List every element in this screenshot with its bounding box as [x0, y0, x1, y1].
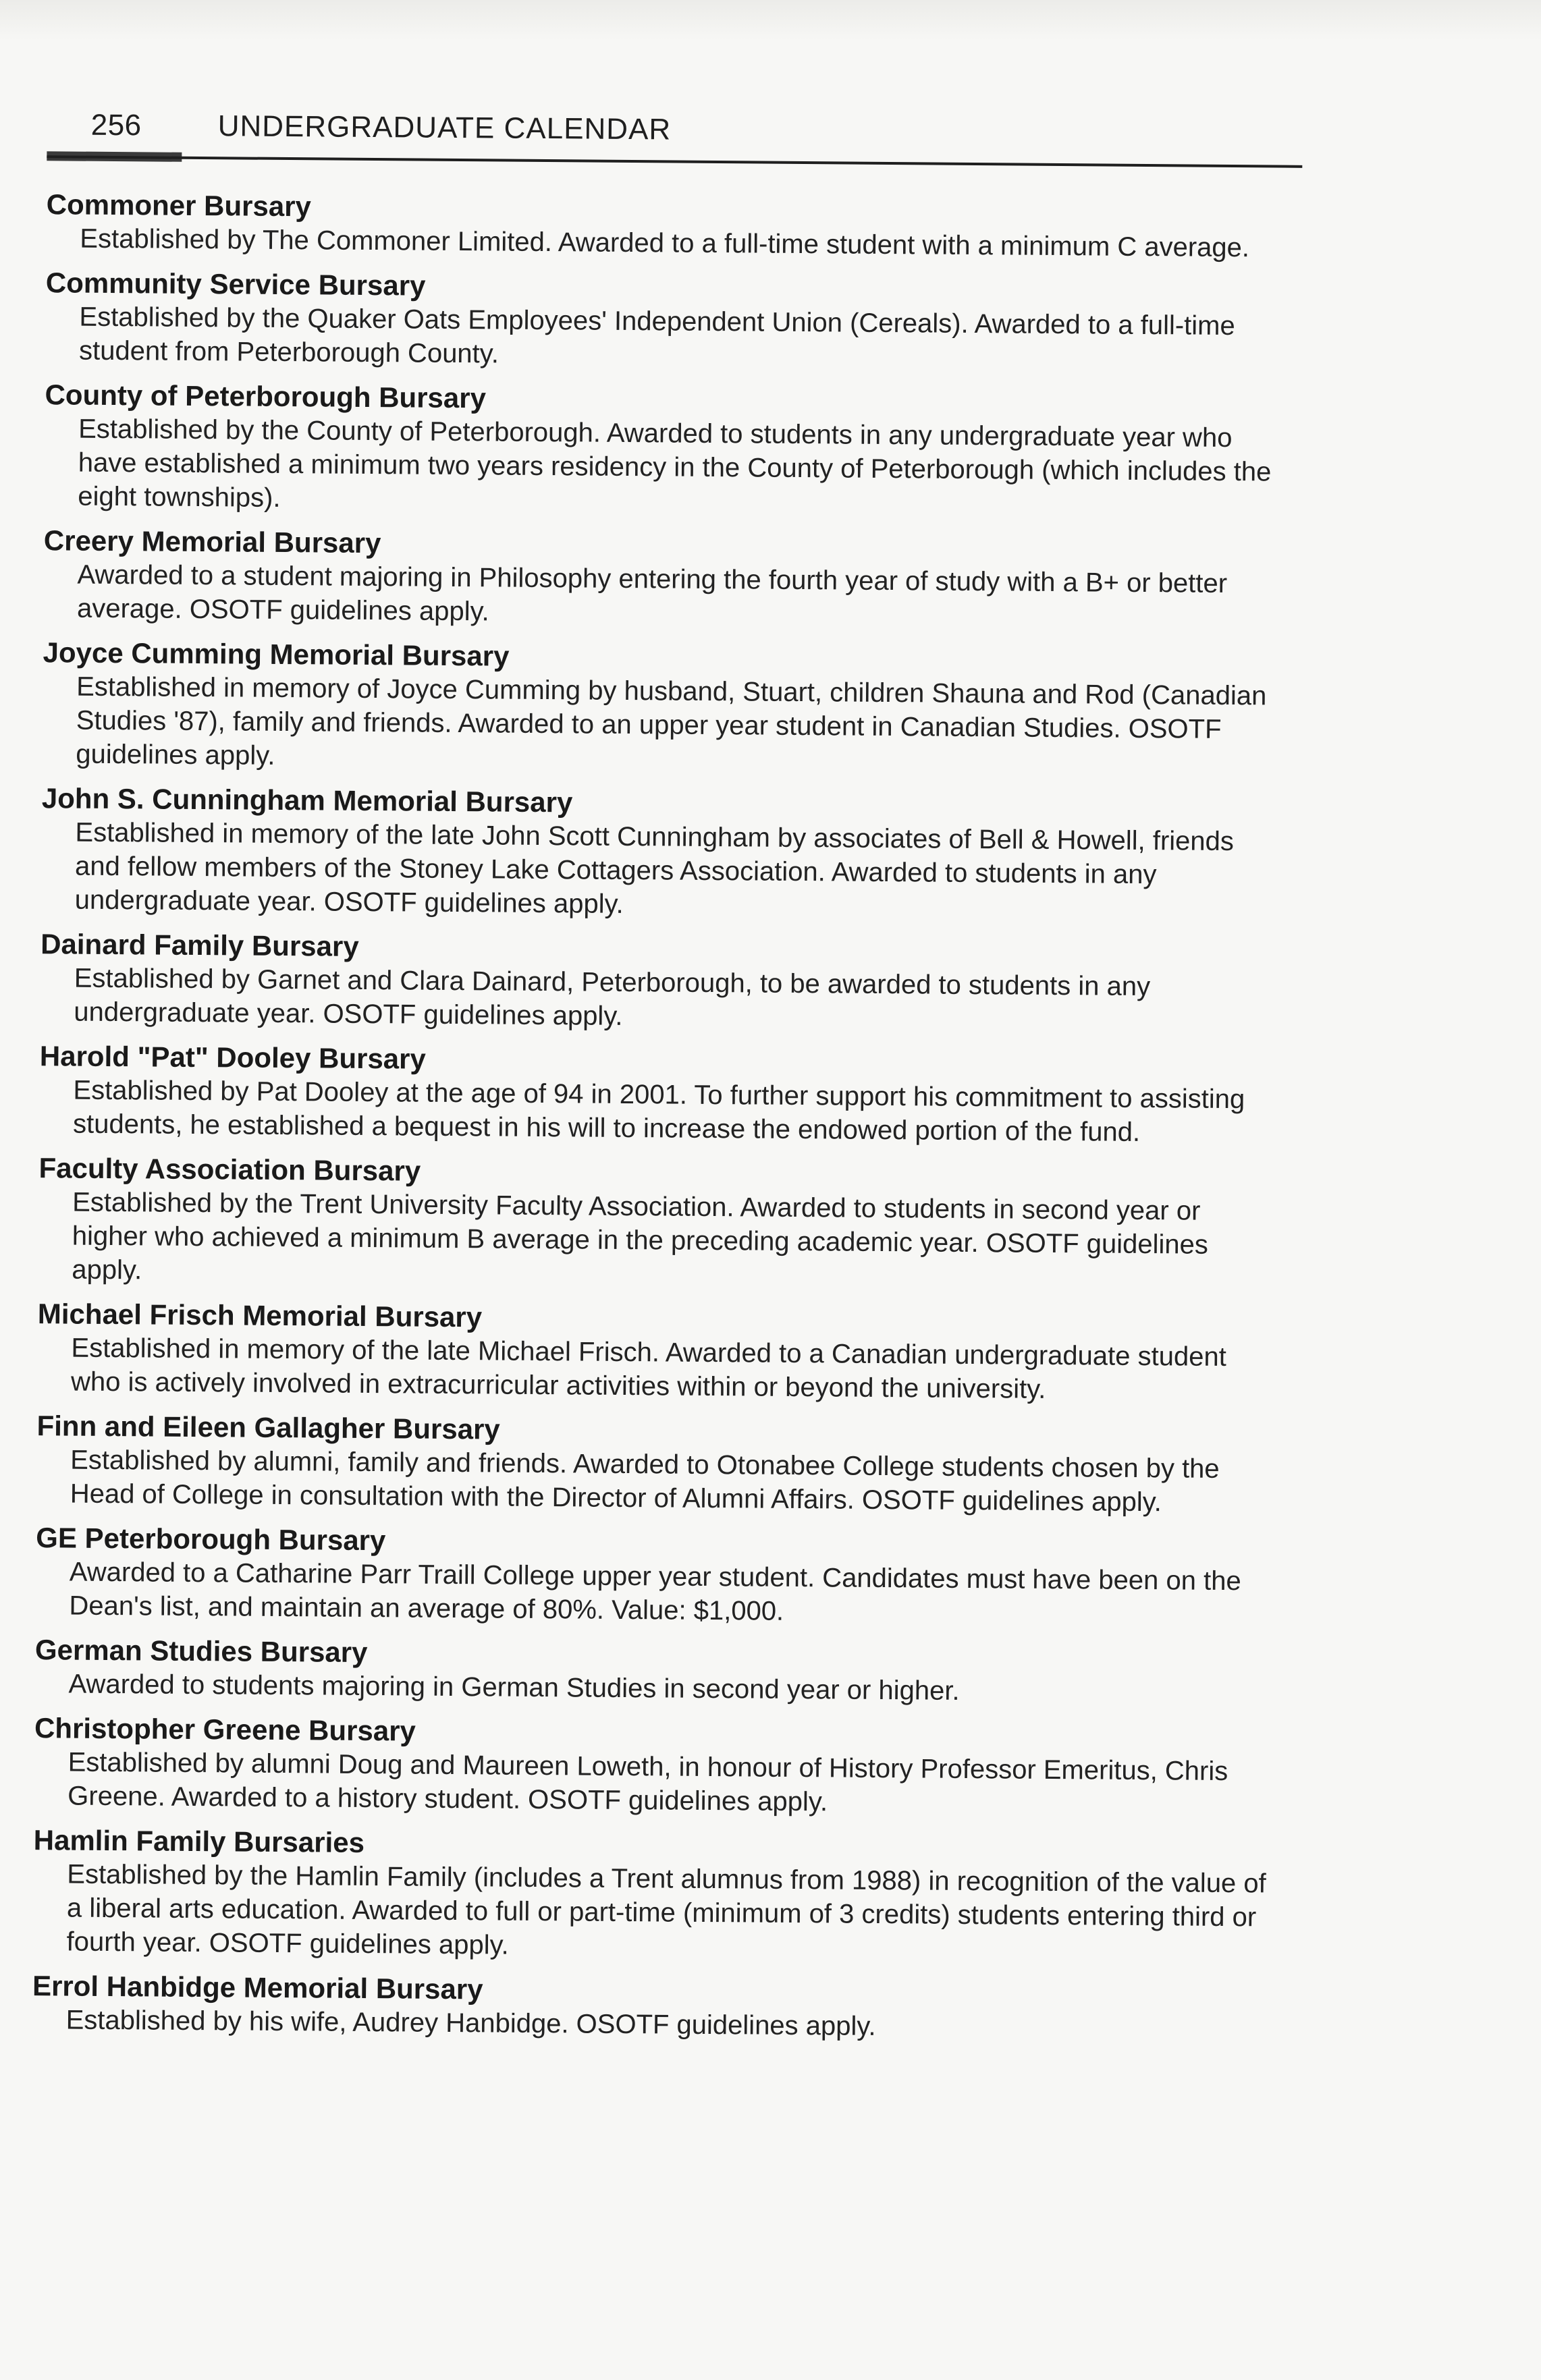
bursary-list [11, 188, 1289, 2057]
bursary-description: Established by the County of Peterborough. Awarded to students in any undergraduate year who have established a minimum two years residency in the County of Peterborough (which includes the eight townships). [78, 414, 1272, 513]
bursary-description: Awarded to a Catharine Parr Traill College upper year student. Candidates must have been on the Dean's list, and maintain an average of 80%. Value: $1,000. [69, 1557, 1241, 1626]
bursary-description: Established by the Quaker Oats Employees' Independent Union (Cereals). Awarded to a full-time student from Peterborough County. [78, 302, 1235, 369]
bursary-title: County of Peterborough Bursary [45, 379, 487, 414]
calendar-page [26, 101, 1309, 2041]
page-number: 256 [90, 108, 142, 142]
running-title: UNDERGRADUATE CALENDAR [217, 109, 672, 146]
bursary-entry [22, 636, 1285, 781]
scan-edge [0, 0, 1541, 40]
bursary-entry [18, 1151, 1281, 1296]
bursary-title: Commoner Bursary [46, 188, 312, 223]
bursary-description: Established by Garnet and Clara Dainard, Peterborough, to be awarded to students in any undergraduate year. OSOTF guidelines apply. [74, 963, 1151, 1031]
bursary-entry [12, 1823, 1276, 1968]
bursary-title: Finn and Eileen Gallagher Bursary [36, 1410, 500, 1445]
bursary-entry [19, 1039, 1282, 1151]
bursary-entry [17, 1297, 1280, 1408]
bursary-entry [24, 378, 1287, 523]
bursary-description: Established by alumni, family and friends. Awarded to Otonabee College students chosen by the Head of College in consultation with the Director of Alumni Affairs. OSOTF guidelines apply. [70, 1445, 1220, 1518]
bursary-title: Joyce Cumming Memorial Bursary [43, 636, 510, 672]
bursary-entry [23, 524, 1286, 635]
bursary-title: Dainard Family Bursary [40, 928, 359, 962]
bursary-entry [11, 1969, 1274, 2047]
bursary-description: Awarded to a student majoring in Philosophy entering the fourth year of study with a B+ or better average. OSOTF guidelines apply. [76, 559, 1228, 627]
bursary-description: Established in memory of the late John Scott Cunningham by associates of Bell & Howell, friends and fellow members of the Stoney Lake Cottagers Association. Awarded to students in any undergraduate year. OSOTF guidelines apply. [74, 817, 1235, 919]
header-rule [47, 155, 1302, 168]
bursary-title: John S. Cunningham Memorial Bursary [41, 782, 573, 819]
bursary-title: Christopher Greene Bursary [34, 1712, 416, 1747]
bursary-description: Established in memory of the late Michael Frisch. Awarded to a Canadian undergraduate student who is actively involved in extracurricular activities within or beyond the university. [70, 1333, 1226, 1404]
bursary-title: Creery Memorial Bursary [43, 524, 381, 559]
bursary-entry [21, 781, 1285, 926]
bursary-description: Established by the Trent University Faculty Association. Awarded to students in second year or higher who achieved a minimum B average in the preceding academic year. OSOTF guidelines apply. [72, 1187, 1209, 1285]
bursary-title: GE Peterborough Bursary [36, 1522, 386, 1557]
bursary-description: Established by alumni Doug and Maureen Loweth, in honour of History Professor Emeritus, Chris Greene. Awarded to a history student. OSOTF guidelines apply. [67, 1747, 1228, 1817]
bursary-description: Established by The Commoner Limited. Awarded to a full-time student with a minimum C average. [80, 223, 1250, 263]
bursary-title: Hamlin Family Bursaries [33, 1824, 365, 1859]
bursary-entry [25, 266, 1288, 377]
bursary-entry [16, 1409, 1279, 1520]
bursary-title: Errol Hanbidge Memorial Bursary [32, 1970, 483, 2005]
bursary-entry [26, 188, 1289, 265]
bursary-entry [13, 1711, 1276, 1823]
bursary-entry [20, 927, 1282, 1039]
bursary-title: Michael Frisch Memorial Bursary [37, 1298, 483, 1333]
bursary-entry [14, 1633, 1277, 1711]
bursary-description: Awarded to students majoring in German Studies in second year or higher. [68, 1669, 960, 1706]
bursary-description: Established by his wife, Audrey Hanbidge. OSOTF guidelines apply. [65, 2005, 876, 2041]
bursary-title: Faculty Association Bursary [38, 1152, 421, 1187]
bursary-entry [15, 1521, 1278, 1632]
bursary-description: Established by Pat Dooley at the age of 94 in 2001. To further support his commitment to assisting students, he established a bequest in his will to increase the endowed portion of the fund. [72, 1075, 1245, 1147]
page-header [26, 101, 1309, 161]
bursary-description: Established in memory of Joyce Cumming by husband, Stuart, children Shauna and Rod (Canadian Studies '87), family and friends. Awarded to an upper year student in Canadian Studies. OSOTF guidelines apply. [76, 671, 1267, 771]
bursary-title: Harold "Pat" Dooley Bursary [39, 1040, 427, 1075]
bursary-title: German Studies Bursary [34, 1634, 368, 1669]
bursary-title: Community Service Bursary [45, 267, 426, 302]
bursary-description: Established by the Hamlin Family (includes a Trent alumnus from 1988) in recognition of the value of a liberal arts education. Awarded to full or part-time (minimum of 3 credits) students entering third or fourth year. OSOTF guidelines apply. [66, 1859, 1266, 1960]
